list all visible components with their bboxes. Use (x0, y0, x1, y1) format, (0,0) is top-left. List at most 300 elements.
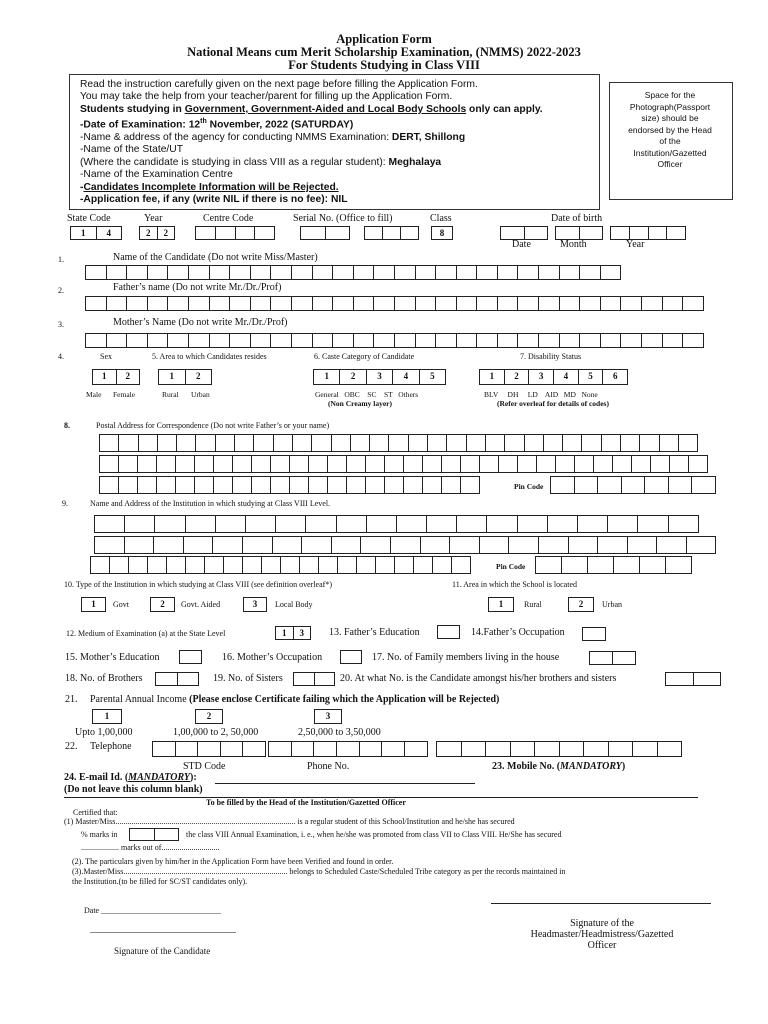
char-box[interactable] (308, 455, 328, 473)
char-box[interactable] (517, 455, 537, 473)
char-box[interactable] (574, 455, 594, 473)
candidate-signature-line[interactable] (90, 932, 236, 933)
local-body-box[interactable]: 3 (243, 597, 267, 612)
char-box[interactable] (308, 476, 328, 494)
char-box[interactable] (559, 265, 581, 280)
char-box[interactable] (517, 265, 539, 280)
char-box[interactable] (301, 536, 332, 554)
char-box[interactable] (373, 333, 395, 348)
char-box[interactable] (359, 741, 383, 757)
char-box[interactable] (365, 476, 385, 494)
char-box[interactable] (485, 741, 511, 757)
family-members-box[interactable] (589, 651, 636, 665)
brothers-box[interactable] (155, 672, 199, 686)
phone-number-boxes[interactable] (268, 741, 427, 757)
char-box[interactable] (574, 476, 599, 494)
char-box[interactable] (292, 434, 312, 452)
char-box[interactable] (435, 333, 457, 348)
char-box[interactable] (137, 476, 157, 494)
char-box[interactable] (106, 333, 128, 348)
postal-address-row-2[interactable] (99, 455, 707, 473)
char-box[interactable] (336, 515, 367, 533)
char-box[interactable] (441, 455, 461, 473)
char-box[interactable] (384, 455, 404, 473)
char-box[interactable] (337, 556, 357, 574)
char-box[interactable] (538, 296, 560, 311)
char-box[interactable] (253, 434, 273, 452)
char-box[interactable] (126, 333, 148, 348)
char-box[interactable] (561, 556, 588, 574)
char-box[interactable] (441, 476, 461, 494)
char-box[interactable] (212, 536, 243, 554)
char-box[interactable] (346, 455, 366, 473)
char-box[interactable] (559, 333, 581, 348)
char-box[interactable] (669, 455, 689, 473)
char-box[interactable] (682, 296, 704, 311)
char-box[interactable] (353, 333, 375, 348)
char-box[interactable] (435, 265, 457, 280)
char-box[interactable] (229, 333, 251, 348)
char-box[interactable] (517, 333, 539, 348)
char-box[interactable] (128, 556, 148, 574)
char-box[interactable] (449, 536, 480, 554)
char-box[interactable] (154, 515, 185, 533)
mother-name-boxes[interactable] (85, 333, 703, 348)
income-option-1-box[interactable]: 1 (92, 709, 122, 724)
char-box[interactable] (476, 296, 498, 311)
char-box[interactable] (137, 455, 157, 473)
char-box[interactable] (109, 556, 129, 574)
urban-box[interactable]: 2 (568, 597, 594, 612)
char-box[interactable] (106, 265, 128, 280)
pin-code-boxes-2[interactable] (535, 556, 691, 574)
char-box[interactable] (456, 333, 478, 348)
char-box[interactable] (124, 515, 155, 533)
char-box[interactable] (627, 536, 658, 554)
char-box[interactable] (517, 515, 548, 533)
char-box[interactable] (332, 265, 354, 280)
char-box[interactable] (289, 476, 309, 494)
char-box[interactable] (620, 296, 642, 311)
father-education-box[interactable] (437, 625, 460, 639)
char-box[interactable] (353, 296, 375, 311)
char-box[interactable] (353, 265, 375, 280)
char-box[interactable] (408, 434, 428, 452)
char-box[interactable] (312, 296, 334, 311)
char-box[interactable] (446, 434, 466, 452)
char-box[interactable] (194, 455, 214, 473)
char-box[interactable] (166, 556, 186, 574)
char-box[interactable] (485, 434, 505, 452)
char-box[interactable] (147, 333, 169, 348)
char-box[interactable] (413, 556, 433, 574)
std-code-boxes[interactable] (152, 741, 265, 757)
class-field[interactable]: 8 (431, 226, 453, 240)
char-box[interactable] (497, 296, 519, 311)
char-box[interactable] (242, 536, 273, 554)
char-box[interactable] (662, 296, 684, 311)
char-box[interactable] (209, 333, 231, 348)
char-box[interactable] (486, 515, 517, 533)
char-box[interactable] (562, 434, 582, 452)
father-name-boxes[interactable] (85, 296, 703, 311)
char-box[interactable] (215, 515, 246, 533)
char-box[interactable] (251, 476, 271, 494)
char-box[interactable] (270, 333, 292, 348)
char-box[interactable] (366, 515, 397, 533)
char-box[interactable] (261, 556, 281, 574)
char-box[interactable] (559, 296, 581, 311)
char-box[interactable] (305, 515, 336, 533)
char-box[interactable] (299, 556, 319, 574)
char-box[interactable] (538, 536, 569, 554)
char-box[interactable] (126, 265, 148, 280)
char-box[interactable] (422, 455, 442, 473)
char-box[interactable] (497, 333, 519, 348)
char-box[interactable] (99, 434, 119, 452)
char-box[interactable] (600, 333, 622, 348)
serial-field-2[interactable] (364, 226, 419, 240)
char-box[interactable] (547, 515, 578, 533)
char-box[interactable] (550, 476, 575, 494)
char-box[interactable] (375, 556, 395, 574)
char-box[interactable] (250, 333, 272, 348)
char-box[interactable] (242, 741, 266, 757)
char-box[interactable] (517, 296, 539, 311)
char-box[interactable] (510, 741, 536, 757)
char-box[interactable] (479, 455, 499, 473)
char-box[interactable] (275, 515, 306, 533)
char-box[interactable] (175, 476, 195, 494)
char-box[interactable] (466, 434, 486, 452)
char-box[interactable] (579, 296, 601, 311)
char-box[interactable] (460, 476, 480, 494)
char-box[interactable] (612, 455, 632, 473)
char-box[interactable] (94, 515, 125, 533)
char-box[interactable] (456, 296, 478, 311)
centre-code-field[interactable] (195, 226, 275, 240)
char-box[interactable] (543, 434, 563, 452)
char-box[interactable] (415, 265, 437, 280)
char-box[interactable] (250, 296, 272, 311)
char-box[interactable] (94, 536, 125, 554)
char-box[interactable] (318, 556, 338, 574)
char-box[interactable] (215, 434, 235, 452)
char-box[interactable] (312, 265, 334, 280)
char-box[interactable] (662, 333, 684, 348)
char-box[interactable] (268, 741, 292, 757)
char-box[interactable] (369, 434, 389, 452)
char-box[interactable] (581, 434, 601, 452)
char-box[interactable] (356, 556, 376, 574)
char-box[interactable] (138, 434, 158, 452)
char-box[interactable] (568, 536, 599, 554)
char-box[interactable] (245, 515, 276, 533)
char-box[interactable] (331, 536, 362, 554)
char-box[interactable] (451, 556, 471, 574)
medium-field[interactable]: 1 3 (275, 626, 311, 640)
char-box[interactable] (422, 476, 442, 494)
char-box[interactable] (476, 265, 498, 280)
char-box[interactable] (185, 515, 216, 533)
institution-row-2[interactable] (94, 536, 715, 554)
char-box[interactable] (336, 741, 360, 757)
postal-address-row-3[interactable] (99, 476, 479, 494)
char-box[interactable] (331, 434, 351, 452)
char-box[interactable] (504, 434, 524, 452)
char-box[interactable] (183, 536, 214, 554)
char-box[interactable] (607, 515, 638, 533)
char-box[interactable] (583, 741, 609, 757)
char-box[interactable] (456, 265, 478, 280)
char-box[interactable] (637, 515, 668, 533)
char-box[interactable] (665, 556, 692, 574)
char-box[interactable] (175, 741, 199, 757)
mother-education-box[interactable] (179, 650, 202, 664)
char-box[interactable] (232, 455, 252, 473)
char-box[interactable] (373, 296, 395, 311)
char-box[interactable] (384, 476, 404, 494)
state-code-field[interactable]: 1 4 (70, 226, 122, 240)
char-box[interactable] (291, 296, 313, 311)
char-box[interactable] (156, 455, 176, 473)
char-box[interactable] (232, 476, 252, 494)
char-box[interactable] (534, 741, 560, 757)
char-box[interactable] (508, 536, 539, 554)
char-box[interactable] (242, 556, 262, 574)
char-box[interactable] (657, 741, 683, 757)
char-box[interactable] (106, 296, 128, 311)
char-box[interactable] (656, 536, 687, 554)
char-box[interactable] (632, 741, 658, 757)
char-box[interactable] (688, 455, 708, 473)
char-box[interactable] (85, 333, 107, 348)
char-box[interactable] (270, 455, 290, 473)
char-box[interactable] (435, 296, 457, 311)
char-box[interactable] (167, 333, 189, 348)
char-box[interactable] (403, 455, 423, 473)
char-box[interactable] (147, 296, 169, 311)
char-box[interactable] (197, 741, 221, 757)
char-box[interactable] (270, 476, 290, 494)
char-box[interactable] (426, 515, 457, 533)
pin-code-boxes-1[interactable] (550, 476, 715, 494)
char-box[interactable] (188, 296, 210, 311)
head-signature-line[interactable] (491, 903, 711, 904)
char-box[interactable] (668, 476, 693, 494)
area-field[interactable]: 1 2 (158, 369, 212, 385)
char-box[interactable] (204, 556, 224, 574)
char-box[interactable] (403, 476, 423, 494)
char-box[interactable] (579, 333, 601, 348)
char-box[interactable] (118, 455, 138, 473)
char-box[interactable] (498, 455, 518, 473)
char-box[interactable] (291, 333, 313, 348)
char-box[interactable] (220, 741, 244, 757)
char-box[interactable] (332, 296, 354, 311)
char-box[interactable] (641, 296, 663, 311)
char-box[interactable] (415, 333, 437, 348)
char-box[interactable] (272, 536, 303, 554)
char-box[interactable] (175, 455, 195, 473)
char-box[interactable] (555, 455, 575, 473)
char-box[interactable] (156, 476, 176, 494)
char-box[interactable] (639, 556, 666, 574)
char-box[interactable] (524, 434, 544, 452)
dob-date-field[interactable] (500, 226, 548, 240)
char-box[interactable] (289, 455, 309, 473)
char-box[interactable] (420, 536, 451, 554)
char-box[interactable] (577, 515, 608, 533)
char-box[interactable] (538, 265, 560, 280)
char-box[interactable] (313, 741, 337, 757)
char-box[interactable] (388, 434, 408, 452)
char-box[interactable] (479, 536, 510, 554)
char-box[interactable] (476, 333, 498, 348)
char-box[interactable] (118, 476, 138, 494)
char-box[interactable] (90, 556, 110, 574)
char-box[interactable] (381, 741, 405, 757)
char-box[interactable] (620, 333, 642, 348)
dob-month-field[interactable] (555, 226, 603, 240)
char-box[interactable] (639, 434, 659, 452)
char-box[interactable] (620, 434, 640, 452)
char-box[interactable] (404, 741, 428, 757)
char-box[interactable] (85, 265, 107, 280)
char-box[interactable] (195, 434, 215, 452)
char-box[interactable] (291, 265, 313, 280)
char-box[interactable] (432, 556, 452, 574)
char-box[interactable] (597, 536, 628, 554)
char-box[interactable] (600, 265, 622, 280)
char-box[interactable] (176, 434, 196, 452)
email-field-line[interactable] (215, 783, 475, 784)
char-box[interactable] (251, 455, 271, 473)
char-box[interactable] (559, 741, 585, 757)
char-box[interactable] (436, 741, 462, 757)
char-box[interactable] (188, 333, 210, 348)
char-box[interactable] (613, 556, 640, 574)
char-box[interactable] (223, 556, 243, 574)
char-box[interactable] (600, 296, 622, 311)
char-box[interactable] (536, 455, 556, 473)
char-box[interactable] (394, 333, 416, 348)
disability-field[interactable]: 1 2 3 4 5 6 (479, 369, 628, 385)
income-option-3-box[interactable]: 3 (314, 709, 342, 724)
char-box[interactable] (390, 536, 421, 554)
char-box[interactable] (118, 434, 138, 452)
char-box[interactable] (497, 265, 519, 280)
char-box[interactable] (126, 296, 148, 311)
char-box[interactable] (291, 741, 315, 757)
char-box[interactable] (99, 476, 119, 494)
sisters-box[interactable] (293, 672, 335, 686)
char-box[interactable] (650, 455, 670, 473)
char-box[interactable] (99, 455, 119, 473)
dob-year-field[interactable] (610, 226, 686, 240)
income-option-2-box[interactable]: 2 (195, 709, 223, 724)
char-box[interactable] (644, 476, 669, 494)
char-box[interactable] (535, 556, 562, 574)
char-box[interactable] (157, 434, 177, 452)
char-box[interactable] (608, 741, 634, 757)
candidate-name-boxes[interactable] (85, 265, 620, 280)
char-box[interactable] (124, 536, 155, 554)
char-box[interactable] (229, 296, 251, 311)
char-box[interactable] (346, 476, 366, 494)
year-field[interactable]: 2 2 (139, 226, 175, 240)
serial-field-1[interactable] (300, 226, 350, 240)
char-box[interactable] (153, 536, 184, 554)
char-box[interactable] (185, 556, 205, 574)
char-box[interactable] (631, 455, 651, 473)
char-box[interactable] (250, 265, 272, 280)
marks-percent-box[interactable] (129, 828, 179, 841)
sex-field[interactable]: 1 2 (92, 369, 140, 385)
char-box[interactable] (332, 333, 354, 348)
postal-address-row-1[interactable] (99, 434, 697, 452)
char-box[interactable] (460, 455, 480, 473)
date-field[interactable]: Date ______________________________ (84, 906, 222, 915)
char-box[interactable] (270, 296, 292, 311)
char-box[interactable] (312, 333, 334, 348)
char-box[interactable] (152, 741, 176, 757)
char-box[interactable] (394, 556, 414, 574)
institution-row-3[interactable] (90, 556, 470, 574)
father-occupation-box[interactable] (582, 627, 606, 641)
char-box[interactable] (209, 265, 231, 280)
char-box[interactable] (621, 476, 646, 494)
char-box[interactable] (270, 265, 292, 280)
char-box[interactable] (691, 476, 716, 494)
char-box[interactable] (678, 434, 698, 452)
char-box[interactable] (209, 296, 231, 311)
char-box[interactable] (85, 296, 107, 311)
char-box[interactable] (147, 556, 167, 574)
char-box[interactable] (194, 476, 214, 494)
char-box[interactable] (167, 265, 189, 280)
rural-box[interactable]: 1 (488, 597, 514, 612)
char-box[interactable] (641, 333, 663, 348)
char-box[interactable] (213, 455, 233, 473)
char-box[interactable] (659, 434, 679, 452)
char-box[interactable] (415, 296, 437, 311)
char-box[interactable] (280, 556, 300, 574)
char-box[interactable] (394, 296, 416, 311)
char-box[interactable] (373, 265, 395, 280)
char-box[interactable] (682, 333, 704, 348)
caste-field[interactable]: 1 2 3 4 5 (313, 369, 446, 385)
char-box[interactable] (427, 434, 447, 452)
institution-row-1[interactable] (94, 515, 698, 533)
char-box[interactable] (396, 515, 427, 533)
char-box[interactable] (394, 265, 416, 280)
sibling-position-box[interactable] (665, 672, 721, 686)
char-box[interactable] (668, 515, 699, 533)
mother-occupation-box[interactable] (340, 650, 362, 664)
char-box[interactable] (538, 333, 560, 348)
char-box[interactable] (188, 265, 210, 280)
char-box[interactable] (593, 455, 613, 473)
char-box[interactable] (350, 434, 370, 452)
govt-aided-box[interactable]: 2 (150, 597, 175, 612)
char-box[interactable] (147, 265, 169, 280)
char-box[interactable] (601, 434, 621, 452)
char-box[interactable] (360, 536, 391, 554)
char-box[interactable] (461, 741, 487, 757)
char-box[interactable] (579, 265, 601, 280)
char-box[interactable] (311, 434, 331, 452)
